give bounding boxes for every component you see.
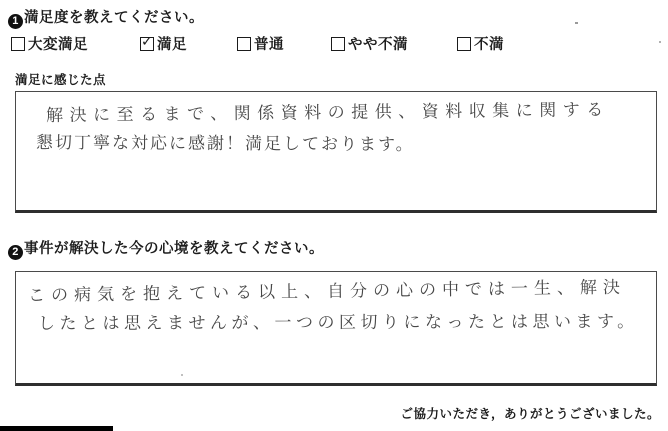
handwritten-line: 解決に至るまで、関係資料の提供、資料収集に関する <box>45 100 610 126</box>
checkbox-satisfied <box>140 34 154 51</box>
checkbox-dissatisfied <box>457 37 471 51</box>
option-label-satisfied: 満足 <box>157 37 187 53</box>
question-2-heading <box>8 237 324 260</box>
handwritten-line: 懇切丁寧な対応に感謝！満足しております。 <box>35 133 415 155</box>
option-label-neutral: 普通 <box>254 37 284 53</box>
question-2-title: 事件が解決した今の心境を教えてください。 <box>24 241 324 257</box>
checkmark-icon: ✓ <box>141 34 154 50</box>
scan-speckle <box>181 374 183 376</box>
handwritten-line: したとは思えませんが、一つの区切りになったとは思います。 <box>37 311 639 334</box>
checkbox-somewhat-dissatisfied <box>331 37 345 51</box>
scan-speckle <box>659 41 661 43</box>
question-1-title: 満足度を教えてください。 <box>24 10 204 26</box>
option-very-satisfied <box>11 33 88 54</box>
answer-box-2 <box>15 271 657 386</box>
option-somewhat-dissatisfied <box>331 33 408 54</box>
option-satisfied <box>140 33 187 54</box>
answer-box-1-label: 満足に感じた点 <box>15 73 107 87</box>
scan-artifact-bar <box>0 426 113 431</box>
option-dissatisfied <box>457 33 504 54</box>
circled-number-1-icon: 1 <box>8 14 23 29</box>
handwritten-line: この病気を抱えている以上、自分の心の中では一生、解決 <box>27 277 627 306</box>
option-label-dissatisfied: 不満 <box>474 37 504 53</box>
option-label-somewhat-dissatisfied: やや不満 <box>348 37 408 53</box>
thank-you-note: ご協力いただき，ありがとうございました。 <box>400 407 660 421</box>
option-neutral <box>237 33 284 54</box>
checkbox-very-satisfied <box>11 37 25 51</box>
answer-box-1 <box>15 91 657 213</box>
scan-speckle <box>575 22 578 24</box>
question-1-heading <box>8 6 204 29</box>
option-label-very-satisfied: 大変満足 <box>28 37 88 53</box>
checkbox-neutral <box>237 37 251 51</box>
circled-number-2-icon: 2 <box>8 245 23 260</box>
